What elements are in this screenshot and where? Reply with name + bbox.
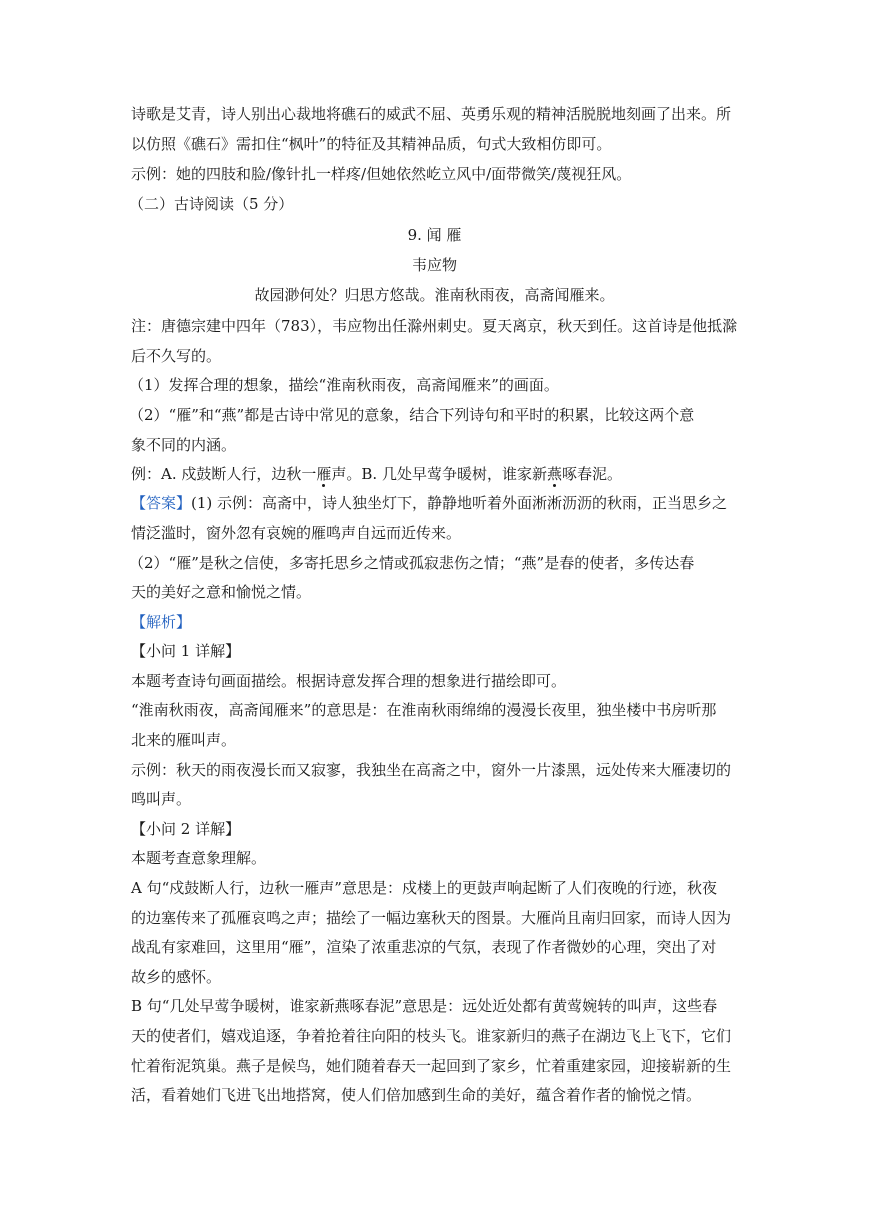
text-line: 鸣叫声。 xyxy=(131,790,192,808)
note-line: 注：唐德宗建中四年（783），韦应物出任滁州刺史。夏天离京，秋天到任。这首诗是他抵滁 xyxy=(131,317,738,335)
text-line: 忙着衔泥筑巢。燕子是候鸟，她们随着春天一起回到了家乡，忙着重建家园，迎接崭新的生 xyxy=(131,1057,732,1075)
text-line: 活，看着她们飞进飞出地搭窝，使人们倍加感到生命的美好，蕴含着作者的愉悦之情。 xyxy=(131,1086,702,1104)
text-line: A 句“戍鼓断人行，边秋一雁声”意思是：戍楼上的更鼓声响起断了人们夜晚的行迹，秋夜 xyxy=(131,879,717,897)
text-line: 以仿照《礁石》需扣住“枫叶”的特征及其精神品质，句式大致相仿即可。 xyxy=(131,135,612,153)
question-2-cont: 象不同的内涵。 xyxy=(131,436,237,454)
section-heading: （二）古诗阅读（5 分） xyxy=(129,195,294,213)
text-line: 的边塞传来了孤雁哀鸣之声；描绘了一幅边塞秋天的图景。大雁尚且南归回家，而诗人因为 xyxy=(131,909,732,927)
text-line: 天的使者们，嬉戏追逐，争着抢着往向阳的枝头飞。谁家新归的燕子在湖边飞上飞下，它们 xyxy=(131,1027,732,1045)
text-line: 故乡的感怀。 xyxy=(131,968,222,986)
sub-heading: 【小问 2 详解】 xyxy=(131,820,241,838)
text-line: 示例：秋天的雨夜漫长而又寂寥，我独坐在高斋之中，窗外一片漆黑，远处传来大雁凄切的 xyxy=(131,761,732,779)
analysis-tag: 【解析】 xyxy=(131,613,192,631)
answer-line: （2）“雁”是秋之信使，多寄托思乡之情或孤寂悲伤之情；“燕”是春的使者，多传达春 xyxy=(129,554,695,572)
sub-heading: 【小问 1 详解】 xyxy=(131,642,241,660)
note-line: 后不久写的。 xyxy=(131,347,222,365)
answer-line: 天的美好之意和愉悦之情。 xyxy=(131,583,312,601)
text-line: 示例：她的四肢和脸/像针扎一样疼/但她依然屹立风中/面带微笑/蔑视狂风。 xyxy=(131,165,632,183)
poem-text: 故园渺何处？归思方悠哉。淮南秋雨夜，高斋闻雁来。 xyxy=(254,286,615,304)
poem-author: 韦应物 xyxy=(411,256,457,274)
emphasis-char: 雁 xyxy=(316,465,332,483)
text-line: 本题考查意象理解。 xyxy=(131,849,267,867)
poem-title: 9. 闻 雁 xyxy=(407,226,462,244)
text-line: 本题考查诗句画面描绘。根据诗意发挥合理的想象进行描绘即可。 xyxy=(131,672,567,690)
example-line: 例：A. 戍鼓断人行，边秋一雁声。B. 几处早莺争暖树，谁家新燕啄春泥。 xyxy=(131,465,622,483)
answer-tag: 【答案】 xyxy=(131,494,192,512)
text-line: 诗歌是艾青，诗人别出心裁地将礁石的威武不屈、英勇乐观的精神活脱脱地刻画了出来。所 xyxy=(131,105,732,123)
question-1: （1）发挥合理的想象，描绘“淮南秋雨夜，高斋闻雁来”的画面。 xyxy=(129,376,559,394)
emphasis-char: 燕 xyxy=(546,465,562,483)
answer-line: 情泛滥时，窗外忽有哀婉的雁鸣声自远而近传来。 xyxy=(131,524,462,542)
text-line: 北来的雁叫声。 xyxy=(131,731,237,749)
text-line: 战乱有家难回，这里用“雁”，渲染了浓重悲凉的气氛，表现了作者微妙的心理，突出了对 xyxy=(131,938,717,956)
answer-line: 【答案】(1) 示例：高斋中，诗人独坐灯下，静静地听着外面淅淅沥沥的秋雨，正当思乡之 xyxy=(131,494,728,512)
question-2: （2）“雁”和“燕”都是古诗中常见的意象，结合下列诗句和平时的积累，比较这两个意 xyxy=(129,406,695,424)
text-line: “淮南秋雨夜，高斋闻雁来”的意思是：在淮南秋雨绵绵的漫漫长夜里，独坐楼中书房听那 xyxy=(131,701,717,719)
text-line: B 句“几处早莺争暖树，谁家新燕啄春泥”意思是：远处近处都有黄莺婉转的叫声，这些春 xyxy=(131,997,718,1015)
